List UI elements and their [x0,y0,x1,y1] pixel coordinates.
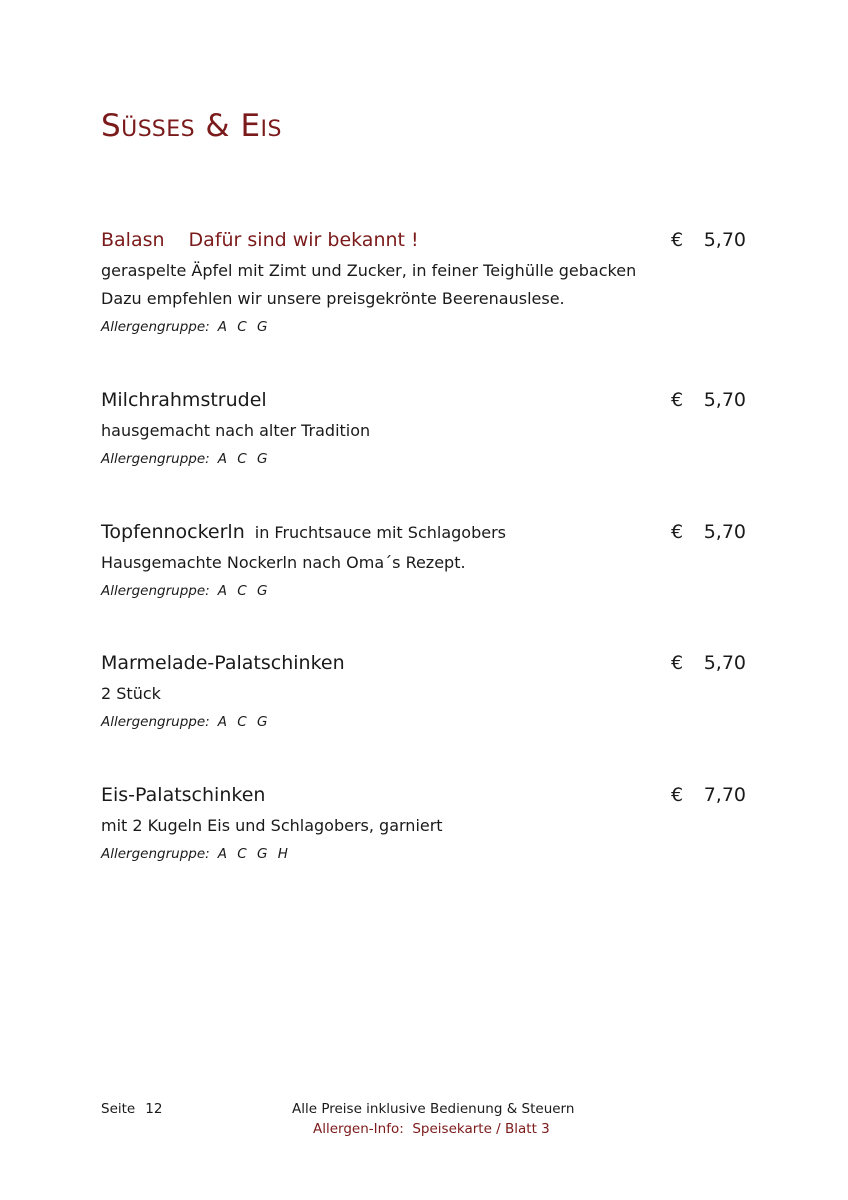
item-price: 5,70 [703,652,746,674]
allergen-info [101,445,761,473]
footer-page-number [101,1101,162,1117]
page-number: 12 [145,1101,163,1117]
allergen-info [101,708,761,736]
allergen-label: Allergengruppe: [101,714,210,730]
allergen-label: Allergengruppe: [101,451,210,467]
item-price: 5,70 [703,521,746,543]
currency-symbol: € [671,229,684,251]
item-price: 5,70 [703,229,746,251]
item-price: 5,70 [703,389,746,411]
item-inline-description: in Fruchtsauce mit Schlagobers [254,523,506,542]
item-name: Eis-Palatschinken [101,784,266,806]
allergen-info [101,840,761,868]
currency-symbol: € [671,652,684,674]
item-header [101,652,761,680]
item-header [101,521,761,549]
item-name: Topfennockerln [101,521,245,543]
item-description: geraspelte Äpfel mit Zimt und Zucker, in feiner Teighülle gebacken [101,261,637,280]
item-tagline: Dafür sind wir bekannt ! [188,229,419,251]
item-name: Milchrahmstrudel [101,389,267,411]
item-header [101,229,761,257]
menu-item-balasn [101,229,761,341]
menu-item-milchrahmstrudel [101,389,761,473]
currency-symbol: € [671,521,684,543]
allergen-codes: A C G [217,451,268,467]
footer-allergen-info: Allergen-Info: Speisekarte / Blatt 3 [313,1121,550,1137]
item-description: hausgemacht nach alter Tradition [101,421,371,440]
item-name: Balasn [101,229,165,251]
menu-item-marmelade-palatschinken [101,652,761,736]
menu-item-topfennockerln [101,521,761,605]
currency-symbol: € [671,389,684,411]
allergen-codes: A C G H [217,846,288,862]
allergen-codes: A C G [217,319,268,335]
allergen-label: Allergengruppe: [101,846,210,862]
item-description: mit 2 Kugeln Eis und Schlagobers, garniert [101,816,443,835]
footer-price-note: Alle Preise inklusive Bedienung & Steuern [292,1101,575,1117]
item-price: 7,70 [703,784,746,806]
allergen-info [101,577,761,605]
allergen-label: Allergengruppe: [101,319,210,335]
page-label: Seite [101,1101,136,1117]
allergen-info [101,313,761,341]
currency-symbol: € [671,784,684,806]
allergen-label: Allergengruppe: [101,583,210,599]
allergen-codes: A C G [217,714,268,730]
item-description: 2 Stück [101,684,161,703]
item-header [101,389,761,417]
menu-item-eis-palatschinken [101,784,761,868]
item-name: Marmelade-Palatschinken [101,652,345,674]
item-description: Hausgemachte Nockerln nach Oma´s Rezept. [101,553,466,572]
page-title: Süßes & Eis [101,108,282,144]
item-header [101,784,761,812]
item-description: Dazu empfehlen wir unsere preisgekrönte Beerenauslese. [101,289,565,308]
allergen-codes: A C G [217,583,268,599]
